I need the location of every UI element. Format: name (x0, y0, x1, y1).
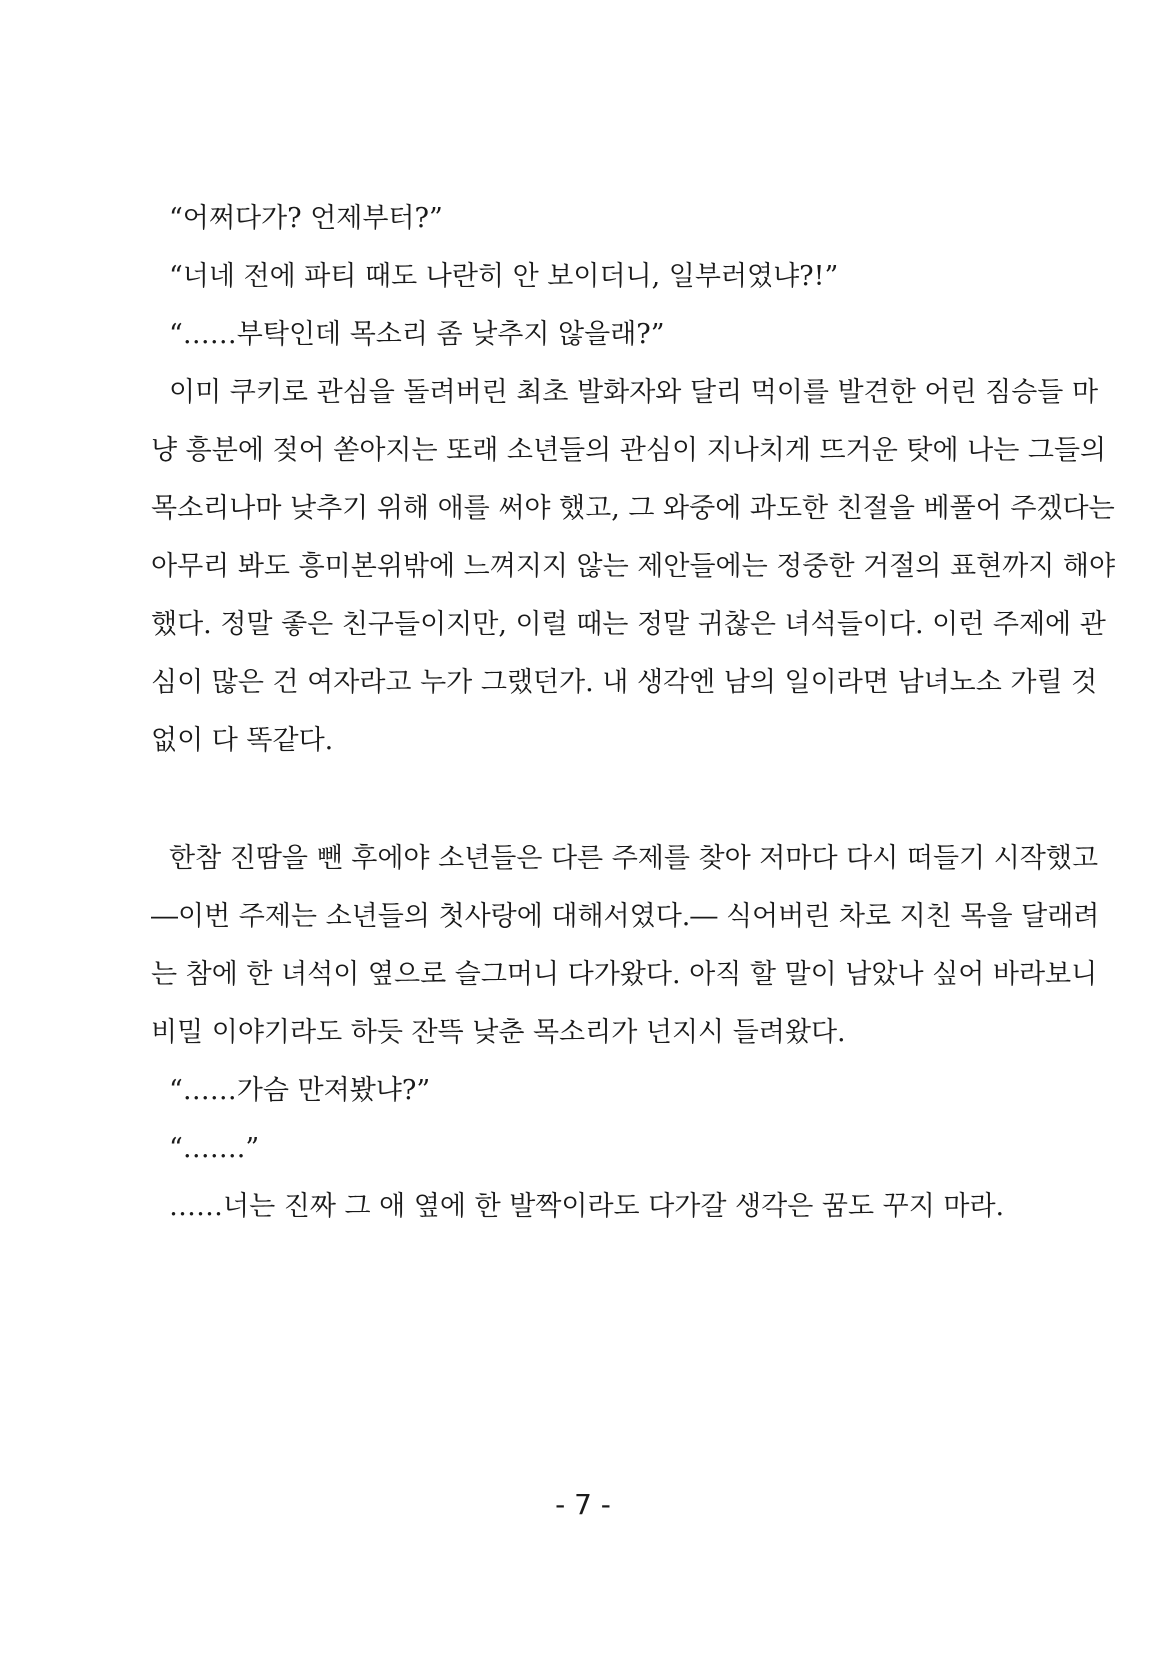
paragraph-line: ―이번 주제는 소년들의 첫사랑에 대해서였다.― 식어버린 차로 지친 목을 달래려 (151, 901, 1100, 932)
dialogue-line: “……가슴 만져봤냐?” (169, 1075, 431, 1106)
paragraph-line: 목소리나마 낮추기 위해 애를 써야 했고, 그 와중에 과도한 친절을 베풀어 주겠다는 (151, 493, 1115, 524)
paragraph-line: 했다. 정말 좋은 친구들이지만, 이럴 때는 정말 귀찮은 녀석들이다. 이런 주제에 관 (151, 609, 1106, 640)
paragraph-line: 이미 쿠키로 관심을 돌려버린 최초 발화자와 달리 먹이를 발견한 어린 짐승들 마 (169, 377, 1099, 408)
paragraph-line: 는 참에 한 녀석이 옆으로 슬그머니 다가왔다. 아직 할 말이 남았나 싶어 바라보니 (151, 959, 1098, 990)
paragraph-line: 심이 많은 건 여자라고 누가 그랬던가. 내 생각엔 남의 일이라면 남녀노소 가릴 것 (151, 667, 1098, 698)
paragraph-line: 냥 흥분에 젖어 쏟아지는 또래 소년들의 관심이 지나치게 뜨거운 탓에 나는 그들의 (151, 435, 1107, 466)
dialogue-line: “……부탁인데 목소리 좀 낮추지 않을래?” (169, 319, 665, 350)
dialogue-line: “너네 전에 파티 때도 나란히 안 보이더니, 일부러였냐?!” (169, 261, 839, 292)
paragraph-line: 한참 진땀을 뺀 후에야 소년들은 다른 주제를 찾아 저마다 다시 떠들기 시작했고 (169, 843, 1099, 874)
paragraph-line: 없이 다 똑같다. (151, 725, 334, 756)
closing-line: ……너는 진짜 그 애 옆에 한 발짝이라도 다가갈 생각은 꿈도 꾸지 마라. (169, 1191, 1005, 1222)
dialogue-line: “어쩌다가? 언제부터?” (169, 203, 443, 234)
paragraph-line: 비밀 이야기라도 하듯 잔뜩 낮춘 목소리가 넌지시 들려왔다. (151, 1017, 846, 1048)
dialogue-line: “…….” (169, 1133, 260, 1164)
paragraph-line: 아무리 봐도 흥미본위밖에 느껴지지 않는 제안들에는 정중한 거절의 표현까지 해야 (151, 551, 1116, 582)
page-body (151, 190, 1116, 1236)
page-number: - 7 - (555, 1488, 611, 1521)
section-gap (151, 770, 1016, 830)
